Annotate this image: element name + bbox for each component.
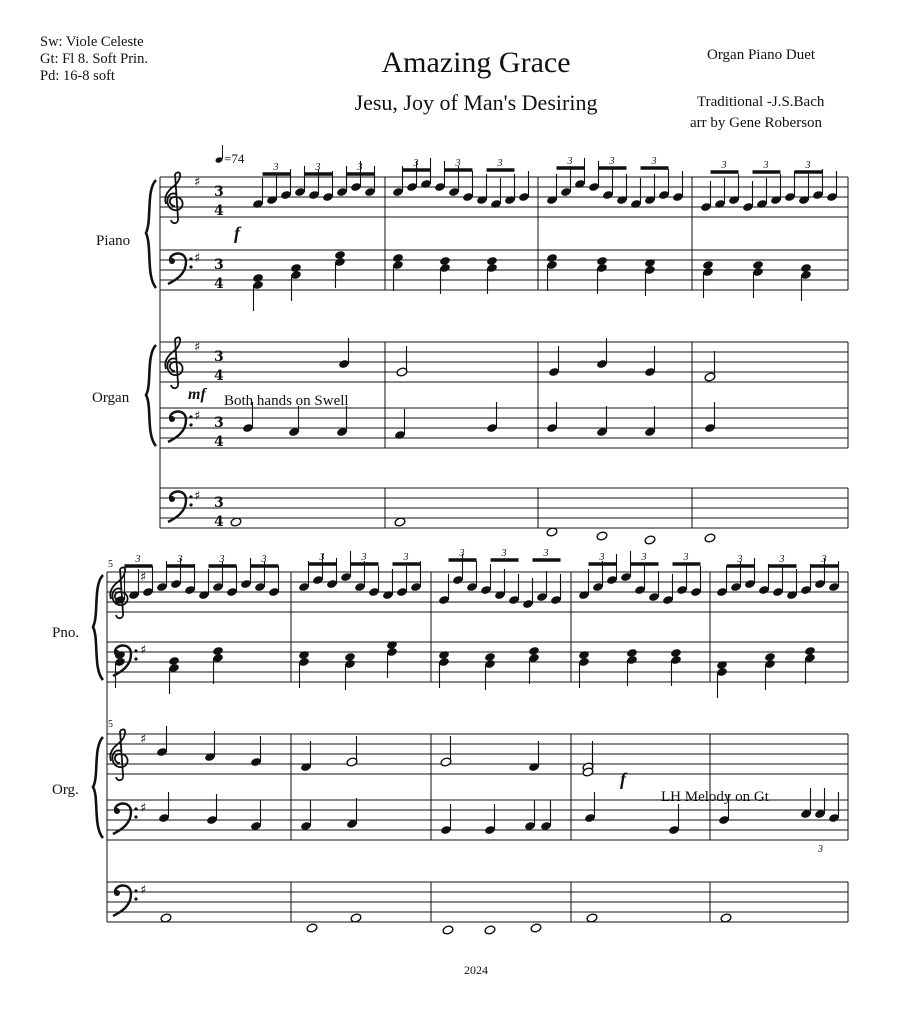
tuplet-number: 3: [763, 160, 769, 171]
svg-text:♯: ♯: [194, 340, 201, 355]
note-head: [386, 640, 398, 650]
note-head: [306, 923, 318, 933]
tuplet-number: 3: [219, 554, 225, 565]
svg-text:3: 3: [214, 257, 224, 273]
note-head: [596, 256, 608, 266]
tuplet-number: 3: [361, 552, 367, 563]
piano-label: Piano: [96, 233, 131, 249]
dynamic-forte: f: [234, 223, 240, 243]
note-head: [578, 650, 590, 660]
note-head: [528, 646, 540, 656]
tuplet-number: 3: [641, 552, 647, 563]
tuplet-number: 3: [273, 162, 279, 173]
tuplet-number: 3: [599, 552, 605, 563]
arranger-credit: arr by Gene Roberson: [690, 115, 823, 131]
svg-text:4: 4: [214, 276, 224, 292]
svg-text:♯: ♯: [140, 883, 147, 898]
tuplet-number: 3: [501, 548, 507, 559]
note-head: [439, 256, 451, 266]
piano-brace-1: [146, 180, 156, 288]
note-head: [752, 260, 764, 270]
piano-short-label: Pno.: [52, 625, 80, 641]
svg-text:♯: ♯: [140, 732, 147, 747]
note-head: [670, 648, 682, 658]
svg-text:♯: ♯: [194, 409, 201, 424]
score-subtitle: Jesu, Joy of Man's Desiring: [354, 90, 598, 115]
svg-text:♯: ♯: [140, 643, 147, 658]
dynamic-mezzo-forte: mf: [188, 386, 206, 403]
measure-number-piano: 5: [108, 559, 113, 570]
note-head: [644, 535, 656, 545]
registration-pedal: Pd: 16-8 soft: [40, 68, 115, 84]
tuplet-number: 3: [497, 158, 503, 169]
note-head: [344, 652, 356, 662]
note-head: [438, 650, 450, 660]
note-head: [168, 656, 180, 666]
note-head: [764, 652, 776, 662]
tuplet-marks: [135, 156, 827, 855]
system-1-staff-lines: [160, 177, 848, 528]
direction-lh-melody: LH Melody on Gt: [661, 789, 769, 805]
registration-great: Gt: Fl 8. Soft Prin.: [40, 51, 148, 67]
note-head: [704, 533, 716, 543]
svg-text:♯: ♯: [140, 801, 147, 816]
note-head: [298, 650, 310, 660]
tuplet-number: 3: [413, 158, 419, 169]
tuplet-number: 3: [818, 844, 823, 855]
tuplet-number: 3: [651, 156, 657, 167]
key-signatures-2: [140, 570, 146, 898]
organ-brace-2: [93, 737, 103, 838]
svg-text:3: 3: [214, 415, 224, 431]
note-head: [716, 660, 728, 670]
tuplet-number: 3: [315, 162, 321, 173]
tuplet-number: 3: [721, 160, 727, 171]
svg-text:3: 3: [214, 495, 224, 511]
note-heads: [114, 158, 840, 935]
tuplet-number: 3: [567, 156, 573, 167]
svg-text:4: 4: [214, 514, 224, 530]
note-head: [484, 925, 496, 935]
footer-year: 2024: [464, 963, 488, 977]
note-head: [626, 648, 638, 658]
note-head: [484, 652, 496, 662]
svg-text:4: 4: [214, 434, 224, 450]
note-head: [290, 263, 302, 273]
svg-text:4: 4: [214, 368, 224, 384]
tuplet-number: 3: [543, 548, 549, 559]
organ-short-label: Org.: [52, 782, 79, 798]
tuplet-number: 3: [261, 554, 267, 565]
note-head: [546, 253, 558, 263]
svg-text:4: 4: [214, 203, 224, 219]
key-signatures-1: [194, 175, 200, 504]
note-head: [252, 273, 264, 283]
organ-label: Organ: [92, 390, 130, 406]
note-head: [486, 256, 498, 266]
svg-text:♯: ♯: [140, 570, 147, 585]
svg-text:♯: ♯: [194, 175, 201, 190]
dynamic-forte-organ: f: [620, 769, 626, 789]
edition-label: Organ Piano Duet: [707, 47, 816, 63]
note-head: [644, 258, 656, 268]
tuplet-number: 3: [403, 552, 409, 563]
piano-brace-2: [93, 575, 103, 680]
svg-text:♯: ♯: [194, 489, 201, 504]
tuplet-number: 3: [459, 548, 465, 559]
tuplet-number: 3: [683, 552, 689, 563]
tempo-mark: [215, 145, 245, 166]
note-head: [442, 925, 454, 935]
system-2-barlines: [107, 572, 848, 922]
system-1-barlines: [160, 177, 848, 528]
tuplet-number: 3: [455, 158, 461, 169]
note-head: [804, 646, 816, 656]
composer-credit: Traditional -J.S.Bach: [697, 94, 825, 110]
tuplet-number: 3: [135, 554, 141, 565]
tuplet-number: 3: [609, 156, 615, 167]
tuplet-number: 3: [319, 552, 325, 563]
svg-text:3: 3: [214, 184, 224, 200]
note-head: [596, 531, 608, 541]
tuplet-number: 3: [177, 554, 183, 565]
system-2-staff-lines: [107, 572, 848, 922]
tuplet-number: 3: [821, 554, 827, 565]
organ-brace-1: [146, 345, 156, 446]
score-title: Amazing Grace: [381, 46, 571, 79]
note-head: [334, 250, 346, 260]
tuplet-number: 3: [805, 160, 811, 171]
note-head: [702, 260, 714, 270]
tuplet-number: 3: [779, 554, 785, 565]
note-head: [530, 923, 542, 933]
svg-text:=74: =74: [224, 151, 245, 166]
svg-text:♯: ♯: [194, 251, 201, 266]
measure-number-organ: 5: [108, 719, 113, 730]
time-signatures-1: [214, 184, 224, 530]
direction-both-hands-swell: Both hands on Swell: [224, 393, 349, 409]
tuplet-number: 3: [357, 162, 363, 173]
note-head: [800, 263, 812, 273]
svg-text:3: 3: [214, 349, 224, 365]
note-head: [212, 646, 224, 656]
tuplet-number: 3: [737, 554, 743, 565]
registration-swell: Sw: Viole Celeste: [40, 34, 144, 50]
note-head: [392, 253, 404, 263]
